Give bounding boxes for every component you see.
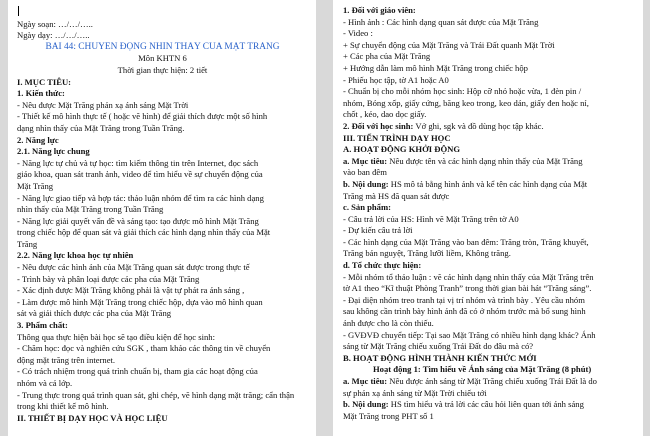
- text-line: II. THIẾT BỊ DẠY HỌC VÀ HỌC LIỆU: [17, 412, 168, 423]
- text-line: sau không cần trình bày hình ảnh đã có ở nhóm trước mà bổ sung hình: [343, 306, 586, 317]
- line-lead: a. Mục tiêu:: [343, 155, 388, 166]
- line-rest: Vở ghi, sgk và đồ dùng học tập khác.: [413, 120, 544, 131]
- text-line: - Hình ảnh : Các hình dạng quan sát được của Mặt Trăng: [343, 16, 539, 27]
- line-rest: Nêu được tên và các hình dạng nhìn thấy của Mặt Trăng: [387, 155, 583, 166]
- text-line: 2.1. Năng lực chung: [17, 146, 90, 157]
- text-line: nhóm, Bóng xốp, giấy cứng, băng keo trong, keo dán, giấy đen hoặc nỉ,: [343, 97, 589, 108]
- text-line: - Câu trả lời của HS: Hình vẽ Mặt Trăng trên tờ A0: [343, 213, 519, 224]
- text-line: - Đại diện nhóm treo tranh tại vị trí nhóm và trình bày . Yêu cầu nhóm: [343, 294, 585, 305]
- text-cursor: [18, 6, 19, 16]
- text-line: dạng nhìn thấy của Mặt Trăng trong Tuần Trăng.: [17, 122, 185, 133]
- text-line: Mặt Trăng trong PHT số 1: [343, 410, 434, 421]
- text-line-with-lead: [343, 399, 635, 411]
- text-line: 2.2. Năng lực khoa học tự nhiên: [17, 250, 134, 261]
- line-rest: Nêu được ánh sáng từ Mặt Trăng chiếu xuống Trái Đất là do: [387, 376, 597, 386]
- text-line: - Dự kiến câu trả lời: [343, 225, 413, 236]
- text-line: nhóm và cả lớp.: [17, 378, 73, 388]
- text-line: giáo khoa, quan sát tranh ảnh, video để tìm hiểu về sự chuyển động của: [17, 169, 263, 180]
- text-line: - Mỗi nhóm tổ thảo luận : vẽ các hình dạng nhìn thấy của Mặt Trăng trên: [343, 271, 594, 282]
- text-line-with-lead: [343, 376, 635, 388]
- text-line: - Nêu được các hình ảnh của Mặt Trăng quan sát được trong thực tế: [17, 262, 250, 273]
- text-line: c. Sản phẩm:: [343, 202, 391, 213]
- text-line: - Video :: [343, 28, 373, 39]
- text-line: III. TIẾN TRÌNH DẠY HỌC: [343, 132, 451, 143]
- text-line: 2. Năng lực: [17, 134, 59, 145]
- text-line: tờ A1 theo “Kĩ thuật Phòng Tranh” trong thời gian bài hát “Trăng sáng”.: [343, 283, 592, 294]
- text-line: - Làm được mô hình Mặt Trăng trong chiếc hộp, dựa vào mô hình quan: [17, 296, 263, 307]
- text-line: - Thiết kế mô hình thực tế ( hoặc vẽ hình) để giải thích được một số hình: [17, 111, 268, 122]
- text-line: ảnh được cho là còn thiếu.: [343, 318, 434, 329]
- text-line: [17, 6, 308, 19]
- text-line: - Chuẩn bị cho mỗi nhóm học sinh: Hộp cỡ nhỏ hoặc vừa, 1 đèn pin /: [343, 86, 582, 97]
- text-line: - Năng lực tự chủ và tự học: tìm kiếm thông tin trên Internet, đọc sách: [17, 157, 259, 168]
- text-line: I. MỤC TIÊU:: [17, 76, 72, 87]
- line-lead: b. Nội dung:: [343, 399, 389, 410]
- text-line: sáng từ Mặt Trăng chiếu xuống Trái Đất do đâu mà có?: [343, 341, 534, 352]
- text-line: Thời gian thực hiện: 2 tiết: [117, 64, 208, 75]
- text-line: Thông qua thực hiện bài học sẽ tạo điều kiện để học sinh:: [17, 331, 215, 342]
- text-line: Mặt Trăng: [17, 180, 54, 191]
- text-line: sát và giải thích được các pha của Mặt Trăng: [17, 308, 172, 319]
- text-line: + Các pha của Mặt Trăng: [343, 51, 431, 62]
- text-line: Môn KHTN 6: [138, 53, 187, 64]
- text-line: B. HOẠT ĐỘNG HÌNH THÀNH KIẾN THỨC MỚI: [343, 352, 537, 363]
- text-line: chốt , kéo, dao dọc giấy.: [343, 109, 427, 120]
- text-line: 1. Kiến thức:: [17, 88, 65, 99]
- text-line: - Trình bày và phân loại được các pha của Mặt Trăng: [17, 273, 200, 284]
- line-lead: a. Mục tiêu:: [343, 376, 388, 386]
- text-line: - Năng lực giải quyết vấn đề và sáng tạo: tạo được mô hình Mặt Trăng: [17, 215, 259, 226]
- text-line: - Xác định được Mặt Trăng không phải là vật tự phát ra ánh sáng ,: [17, 285, 245, 296]
- text-line: d. Tổ chức thực hiện:: [343, 260, 422, 271]
- text-line: - Phiếu học tập, tờ A1 hoặc A0: [343, 74, 449, 85]
- text-line: - Nêu được Mặt Trăng phản xạ ánh sáng Mặt Trời: [17, 99, 189, 110]
- text-line: sự phản xạ ánh sáng từ Mặt Trời chiếu tới: [343, 387, 487, 398]
- text-line: A. HOẠT ĐỘNG KHỞI ĐỘNG: [343, 144, 461, 155]
- text-line: trong khi thiết kế mô hình.: [17, 401, 109, 412]
- line-lead: 2. Đối với học sinh:: [343, 120, 414, 131]
- text-line: Hoạt động 1: Tìm hiểu về Ánh sáng của Mặt Trăng (8 phút): [373, 364, 592, 375]
- text-line: Ngày soạn: …/…/…..: [17, 18, 93, 29]
- text-line: + Sự chuyển động của Mặt Trăng và Trái Đất quanh Mặt Trời: [343, 39, 555, 50]
- line-lead: b. Nội dung:: [343, 178, 389, 189]
- document-page-left: [8, 0, 316, 436]
- text-line: - Năng lực giao tiếp và hợp tác: thảo luận nhóm để tìm ra các hình dạng: [17, 192, 264, 203]
- text-line: 3. Phẩm chất:: [17, 320, 68, 331]
- text-line: - Chăm học: đọc và nghiên cứu SGK , tham khảo các thông tin về chuyển: [17, 343, 271, 354]
- text-line: + Hướng dẫn làm mô hình Mặt Trăng trong chiếc hộp: [343, 62, 528, 73]
- text-line: nhìn thấy của Mặt Trăng trong Tuần Trăng: [17, 204, 164, 215]
- text-line: Ngày dạy: …/…/…..: [17, 30, 90, 41]
- text-line: Trăng: [17, 238, 38, 249]
- text-line: vào ban đêm: [343, 167, 387, 178]
- text-line: - Trung thực trong quá trình quan sát, ghi chép, vẽ hình dạng mặt trăng; cẩn thận: [17, 389, 295, 400]
- text-line: Trăng mà HS đã quan sát được: [343, 190, 450, 201]
- text-line-with-lead: [343, 156, 635, 168]
- text-line: 1. Đối với giáo viên:: [343, 5, 416, 15]
- line-rest: HS mô tả bằng hình ảnh và kể tên các hình dạng của Mặt: [388, 178, 588, 189]
- text-line: Trăng bán nguyệt, Trăng lưỡi liềm, Không trăng.: [343, 248, 511, 259]
- line-rest: HS tìm hiểu và trả lời các câu hỏi liên quan tới ánh sáng: [388, 399, 584, 410]
- text-line-with-lead: [343, 179, 635, 191]
- text-line: - Các hình dạng của Mặt Trăng vào ban đêm: Trăng tròn, Trăng khuyết,: [343, 236, 589, 247]
- lesson-title: BÀI 44: CHUYỂN ĐỘNG NHÌN THẤY CỦA MẶT TRĂNG: [45, 41, 280, 52]
- text-line: - Có trách nhiệm trong quá trình chuẩn bị, tham gia các hoạt động của: [17, 366, 258, 377]
- document-page-right: [333, 0, 643, 436]
- text-line: - GVĐVĐ chuyển tiếp: Tại sao Mặt Trăng có nhiều hình dạng khác? Ánh: [343, 329, 596, 340]
- text-line-with-lead: [343, 121, 635, 133]
- text-line: trong chiếc hộp để quan sát và giải thích các hình dạng nhìn thấy của Mặt: [17, 227, 271, 238]
- text-line: động mặt trăng trên internet.: [17, 354, 116, 365]
